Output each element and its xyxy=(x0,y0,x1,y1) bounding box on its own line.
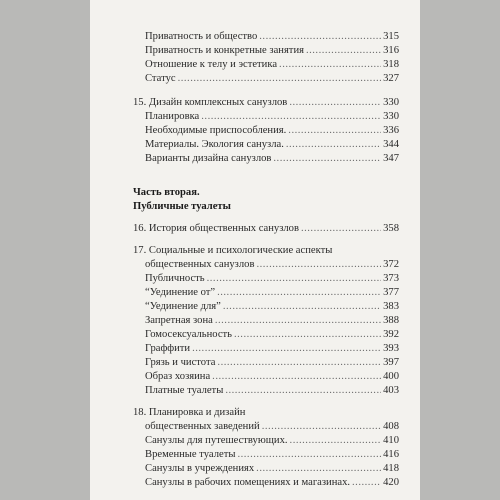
leader-dots xyxy=(288,124,381,138)
toc-entry-title: Грязь и чистота xyxy=(145,357,216,368)
leader-dots xyxy=(215,314,381,328)
toc-entry xyxy=(133,314,399,328)
leader-dots xyxy=(290,434,382,448)
toc-entry xyxy=(133,462,399,476)
toc-entry xyxy=(133,72,399,86)
toc-entry xyxy=(133,30,399,44)
toc-chapter-page: 358 xyxy=(383,223,399,234)
toc-entry-title: “Уединение для” xyxy=(145,301,221,312)
toc-entry-title: Санузлы в рабочих помещениях и магазинах. xyxy=(145,477,351,488)
toc-entry-title: Публичность xyxy=(145,273,205,284)
toc-entry xyxy=(133,152,399,166)
leader-dots xyxy=(279,58,381,72)
leader-dots xyxy=(286,138,381,152)
toc-entry xyxy=(133,328,399,342)
toc-entry xyxy=(133,272,399,286)
toc-entry-page: 330 xyxy=(383,111,399,122)
toc-chapter-18-line1: 18. Планировка и дизайн xyxy=(133,407,246,418)
toc-entry xyxy=(133,286,399,300)
toc-entry xyxy=(133,138,399,152)
toc-entry-page: 403 xyxy=(383,385,399,396)
toc-entry-page: 410 xyxy=(383,435,399,446)
leader-dots xyxy=(212,370,381,384)
toc-entry-title: Образ хозяина xyxy=(145,371,211,382)
toc-entry-title: Материалы. Экология санузла. xyxy=(145,139,284,150)
toc-entry xyxy=(133,58,399,72)
toc-entry xyxy=(133,476,399,490)
part-heading-line2: Публичные туалеты xyxy=(133,201,231,212)
book-page xyxy=(90,0,420,500)
toc-entry xyxy=(133,124,399,138)
toc-entry-page: 383 xyxy=(383,301,399,312)
toc-entry-title: Приватность и конкретные занятия xyxy=(145,45,304,56)
leader-dots xyxy=(256,258,381,272)
toc-entry-title: Варианты дизайна санузлов xyxy=(145,153,272,164)
leader-dots xyxy=(306,44,381,58)
toc-chapter-title: общественных заведений xyxy=(145,421,260,432)
toc-entry-title: Гомосексуальность xyxy=(145,329,232,340)
toc-entry-page: 318 xyxy=(383,59,399,70)
toc-chapter-page: 330 xyxy=(383,97,399,108)
toc-entry-title: “Уединение от” xyxy=(145,287,216,298)
table-of-contents xyxy=(133,30,399,490)
toc-chapter-title: 16. История общественных санузлов xyxy=(133,223,299,234)
leader-dots xyxy=(289,96,381,110)
leader-dots xyxy=(192,342,381,356)
toc-entry-page: 336 xyxy=(383,125,399,136)
toc-chapter-17-line1: 17. Социальные и психологические аспекты xyxy=(133,245,333,256)
leader-dots xyxy=(262,420,381,434)
toc-entry-page: 397 xyxy=(383,357,399,368)
toc-entry-page: 420 xyxy=(383,477,399,488)
toc-entry-page: 388 xyxy=(383,315,399,326)
toc-entry-page: 373 xyxy=(383,273,399,284)
toc-chapter-17 xyxy=(133,258,399,272)
leader-dots xyxy=(207,272,381,286)
toc-entry-page: 418 xyxy=(383,463,399,474)
toc-entry-title: Статус xyxy=(145,73,176,84)
leader-dots xyxy=(217,356,381,370)
toc-entry-page: 316 xyxy=(383,45,399,56)
toc-entry-title: Санузлы в учреждениях xyxy=(145,463,255,474)
toc-entry-page: 327 xyxy=(383,73,399,84)
toc-entry-title: Отношение к телу и эстетика xyxy=(145,59,278,70)
leader-dots xyxy=(178,72,382,86)
toc-entry-title: Граффити xyxy=(145,343,191,354)
toc-entry-page: 377 xyxy=(383,287,399,298)
toc-entry xyxy=(133,448,399,462)
toc-chapter-title: 15. Дизайн комплексных санузлов xyxy=(133,97,288,108)
toc-chapter-16 xyxy=(133,222,399,236)
toc-entry-page: 416 xyxy=(383,449,399,460)
part-heading-line1: Часть вторая. xyxy=(133,187,200,198)
toc-entry xyxy=(133,44,399,58)
toc-entry-page: 393 xyxy=(383,343,399,354)
leader-dots xyxy=(301,222,381,236)
toc-entry-title: Временные туалеты xyxy=(145,449,236,460)
toc-chapter-18 xyxy=(133,420,399,434)
toc-chapter-15 xyxy=(133,96,399,110)
toc-entry xyxy=(133,370,399,384)
leader-dots xyxy=(352,476,381,490)
toc-entry-title: Платные туалеты xyxy=(145,385,224,396)
toc-entry-title: Планировка xyxy=(145,111,200,122)
toc-chapter-title: общественных санузлов xyxy=(145,259,255,270)
toc-entry-page: 344 xyxy=(383,139,399,150)
toc-entry-page: 347 xyxy=(383,153,399,164)
leader-dots xyxy=(259,30,381,44)
toc-entry xyxy=(133,342,399,356)
leader-dots xyxy=(201,110,381,124)
toc-entry xyxy=(133,110,399,124)
toc-entry-page: 400 xyxy=(383,371,399,382)
toc-entry xyxy=(133,356,399,370)
toc-chapter-page: 372 xyxy=(383,259,399,270)
toc-entry xyxy=(133,384,399,398)
toc-entry-title: Приватность и общество xyxy=(145,31,258,42)
toc-entry-page: 392 xyxy=(383,329,399,340)
leader-dots xyxy=(225,384,381,398)
leader-dots xyxy=(273,152,381,166)
leader-dots xyxy=(237,448,381,462)
toc-entry-title: Запретная зона xyxy=(145,315,213,326)
toc-entry-title: Необходимые приспособления. xyxy=(145,125,287,136)
toc-chapter-page: 408 xyxy=(383,421,399,432)
toc-entry xyxy=(133,434,399,448)
leader-dots xyxy=(223,300,381,314)
toc-entry xyxy=(133,300,399,314)
toc-entry-title: Санузлы для путешествующих. xyxy=(145,435,288,446)
leader-dots xyxy=(256,462,381,476)
toc-entry-page: 315 xyxy=(383,31,399,42)
leader-dots xyxy=(234,328,381,342)
leader-dots xyxy=(217,286,381,300)
